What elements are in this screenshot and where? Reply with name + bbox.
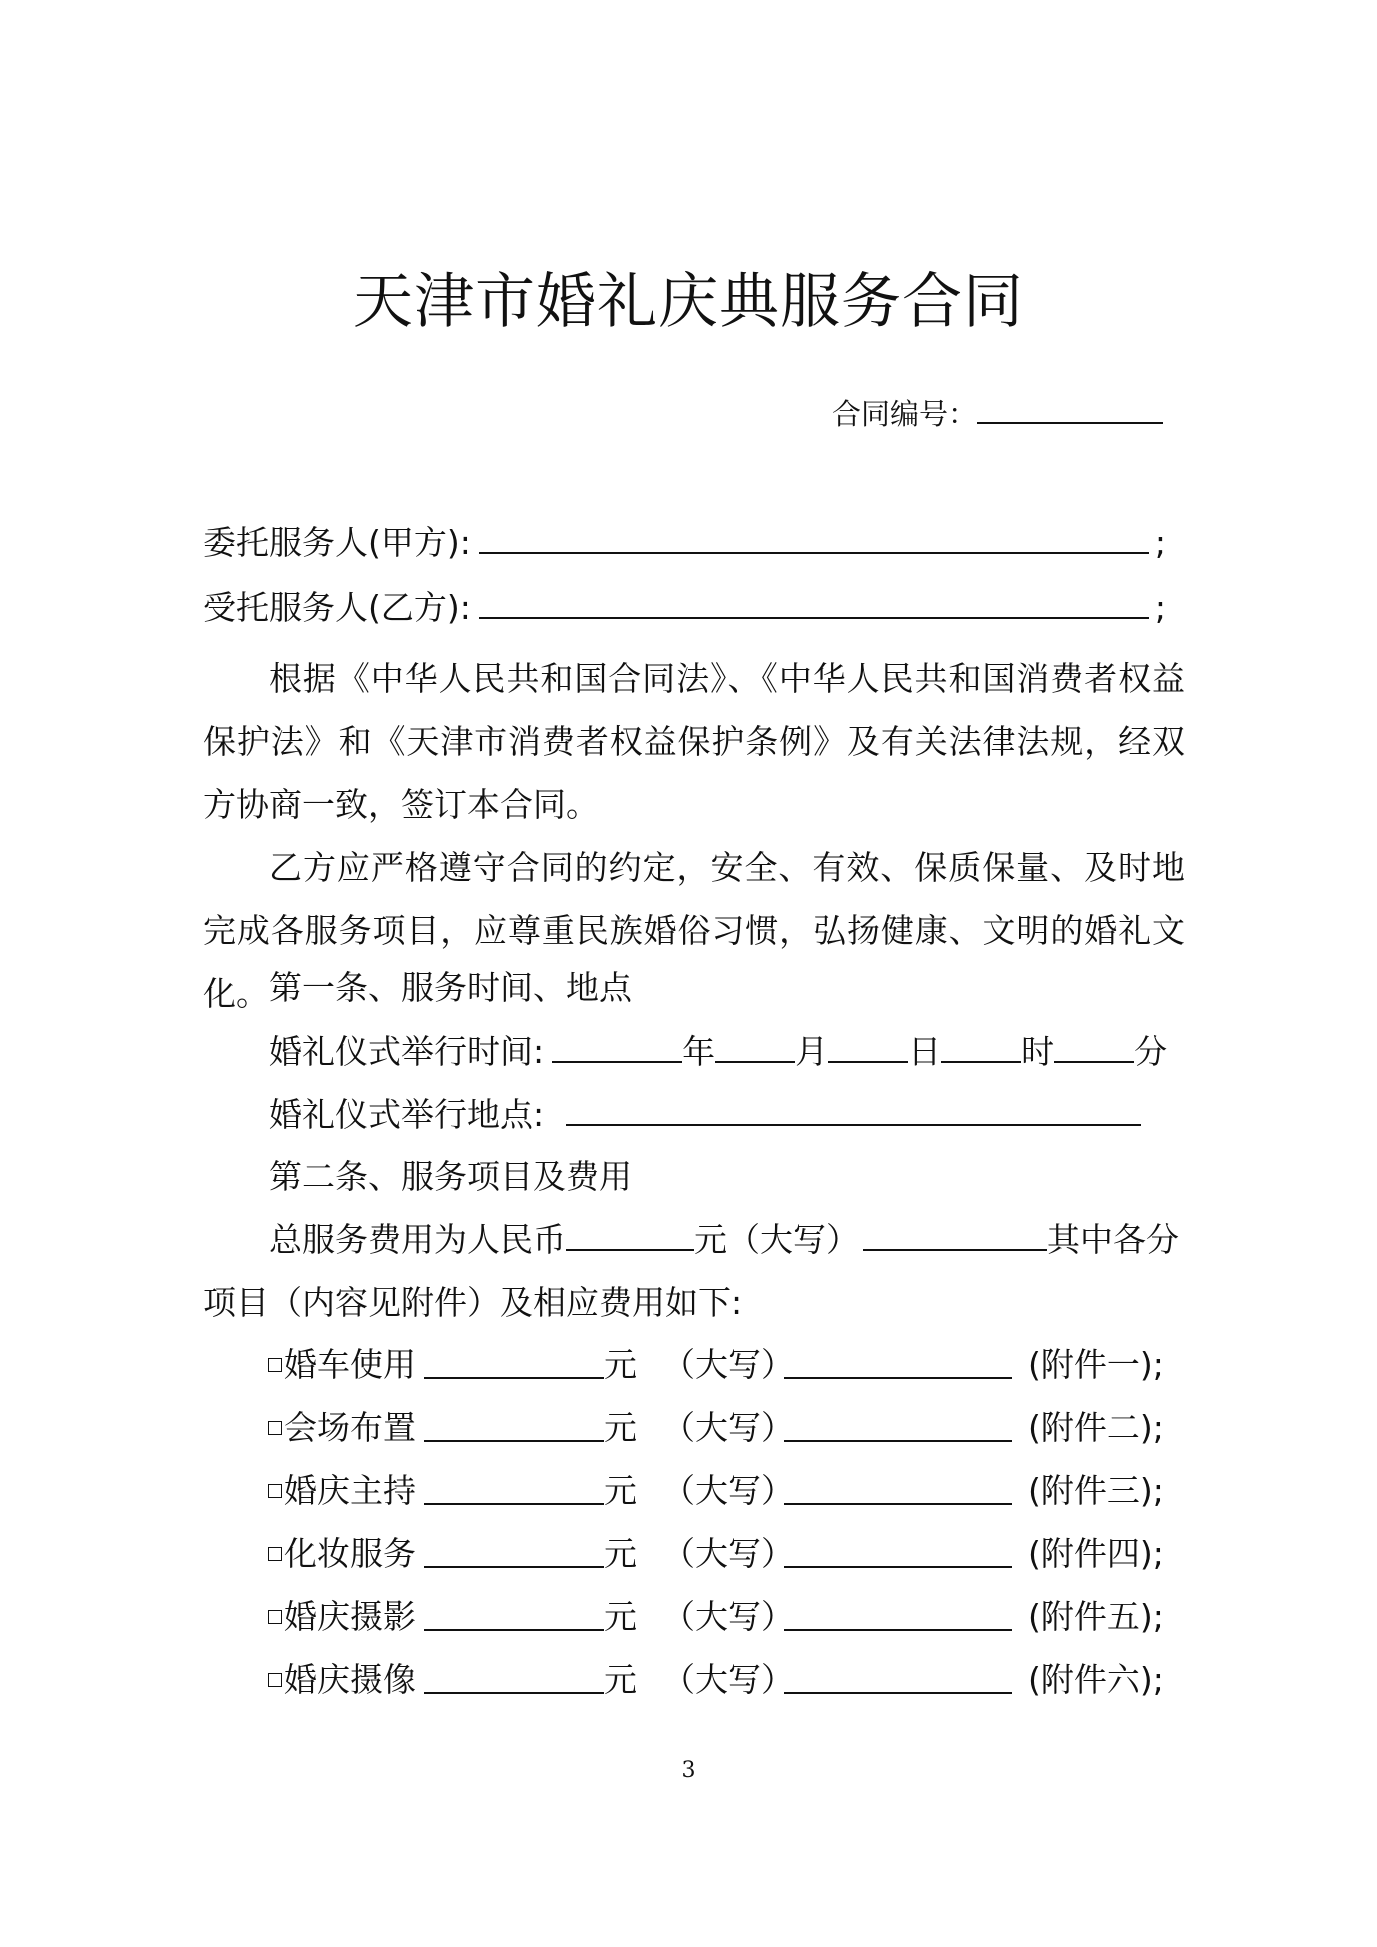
total-fee-yuan: 元（大写） (694, 1220, 859, 1259)
year-blank[interactable] (552, 1031, 682, 1063)
contract-number-blank[interactable] (977, 392, 1163, 424)
attachment-ref: (附件六); (1028, 1660, 1164, 1699)
party-b-line (203, 586, 1166, 630)
checkbox[interactable] (268, 1484, 282, 1498)
ceremony-time-line (269, 1030, 1167, 1074)
checkbox[interactable] (268, 1547, 282, 1561)
daxie-label: （大写） (662, 1471, 794, 1510)
service-item-label: 会场布置 (284, 1408, 416, 1447)
total-fee-suffix: 其中各分 (1047, 1220, 1179, 1259)
amount-blank[interactable] (424, 1473, 604, 1505)
month-blank[interactable] (715, 1031, 795, 1063)
yuan-label: 元 (604, 1534, 637, 1573)
yuan-label: 元 (604, 1471, 637, 1510)
contract-number (832, 392, 1163, 434)
daxie-label: （大写） (662, 1408, 794, 1447)
amount-blank[interactable] (424, 1662, 604, 1694)
party-b-label: 受托服务人(乙方): (203, 588, 471, 627)
ceremony-time-label: 婚礼仪式举行时间: (269, 1032, 545, 1071)
paragraph-obligations: 乙方应严格遵守合同的约定，安全、有效、保质保量、及时地完成各服务项目，应尊重民族婚俗习惯，弘扬健康、文明的婚礼文化。 (203, 848, 1185, 1013)
service-item-label: 婚庆主持 (284, 1471, 416, 1510)
amount-blank[interactable] (424, 1347, 604, 1379)
attachment-ref: (附件二); (1028, 1408, 1164, 1447)
checkbox[interactable] (268, 1673, 282, 1687)
year-label: 年 (682, 1032, 716, 1071)
day-label: 日 (908, 1032, 942, 1071)
amount-blank[interactable] (424, 1536, 604, 1568)
daxie-blank[interactable] (784, 1473, 1012, 1505)
daxie-blank[interactable] (784, 1599, 1012, 1631)
service-item (268, 1532, 1185, 1576)
yuan-label: 元 (604, 1597, 637, 1636)
daxie-blank[interactable] (784, 1662, 1012, 1694)
hour-label: 时 (1021, 1032, 1055, 1071)
service-item-label: 婚庆摄影 (284, 1597, 416, 1636)
party-a-label: 委托服务人(甲方): (203, 523, 471, 562)
total-fee-amount-blank[interactable] (566, 1219, 694, 1251)
daxie-blank[interactable] (784, 1410, 1012, 1442)
article-1-heading: 第一条、服务时间、地点 (269, 968, 632, 1007)
attachment-ref: (附件一); (1028, 1345, 1164, 1384)
total-fee-line-2: 项目（内容见附件）及相应费用如下: (203, 1283, 743, 1322)
amount-blank[interactable] (424, 1410, 604, 1442)
party-b-blank[interactable] (479, 587, 1149, 619)
ceremony-place-label: 婚礼仪式举行地点: (269, 1095, 545, 1134)
hour-blank[interactable] (941, 1031, 1021, 1063)
checkbox[interactable] (268, 1358, 282, 1372)
minute-label: 分 (1134, 1032, 1168, 1071)
ceremony-place-line (269, 1093, 1141, 1137)
yuan-label: 元 (604, 1660, 637, 1699)
daxie-label: （大写） (662, 1660, 794, 1699)
party-a-blank[interactable] (479, 522, 1149, 554)
attachment-ref: (附件五); (1028, 1597, 1164, 1636)
yuan-label: 元 (604, 1408, 637, 1447)
yuan-label: 元 (604, 1345, 637, 1384)
paragraph-legal-basis: 根据《中华人民共和国合同法》、《中华人民共和国消费者权益保护法》和《天津市消费者权益保护条例》及有关法律法规，经双方协商一致，签订本合同。 (203, 659, 1185, 824)
service-item (268, 1469, 1185, 1513)
service-item (268, 1595, 1185, 1639)
ceremony-place-blank[interactable] (566, 1094, 1141, 1126)
total-fee-daxie-blank[interactable] (863, 1219, 1047, 1251)
party-a-line (203, 521, 1166, 565)
daxie-blank[interactable] (784, 1347, 1012, 1379)
party-b-semicolon: ; (1154, 588, 1166, 627)
service-item-label: 化妆服务 (284, 1534, 416, 1573)
daxie-label: （大写） (662, 1597, 794, 1636)
checkbox[interactable] (268, 1421, 282, 1435)
article-2-heading: 第二条、服务项目及费用 (269, 1157, 632, 1196)
attachment-ref: (附件四); (1028, 1534, 1164, 1573)
attachment-ref: (附件三); (1028, 1471, 1164, 1510)
daxie-label: （大写） (662, 1534, 794, 1573)
party-a-semicolon: ; (1154, 523, 1166, 562)
month-label: 月 (795, 1032, 829, 1071)
page-number: 3 (681, 1758, 696, 1783)
service-item-label: 婚庆摄像 (284, 1660, 416, 1699)
document-title: 天津市婚礼庆典服务合同 (353, 267, 1024, 337)
total-fee-prefix: 总服务费用为人民币 (269, 1220, 566, 1259)
service-item (268, 1406, 1185, 1450)
daxie-label: （大写） (662, 1345, 794, 1384)
amount-blank[interactable] (424, 1599, 604, 1631)
service-item (268, 1343, 1185, 1387)
service-item (268, 1658, 1185, 1702)
minute-blank[interactable] (1054, 1031, 1134, 1063)
total-fee-line (269, 1218, 1179, 1262)
service-item-label: 婚车使用 (284, 1345, 416, 1384)
daxie-blank[interactable] (784, 1536, 1012, 1568)
day-blank[interactable] (828, 1031, 908, 1063)
checkbox[interactable] (268, 1610, 282, 1624)
contract-number-label: 合同编号： (832, 397, 978, 431)
